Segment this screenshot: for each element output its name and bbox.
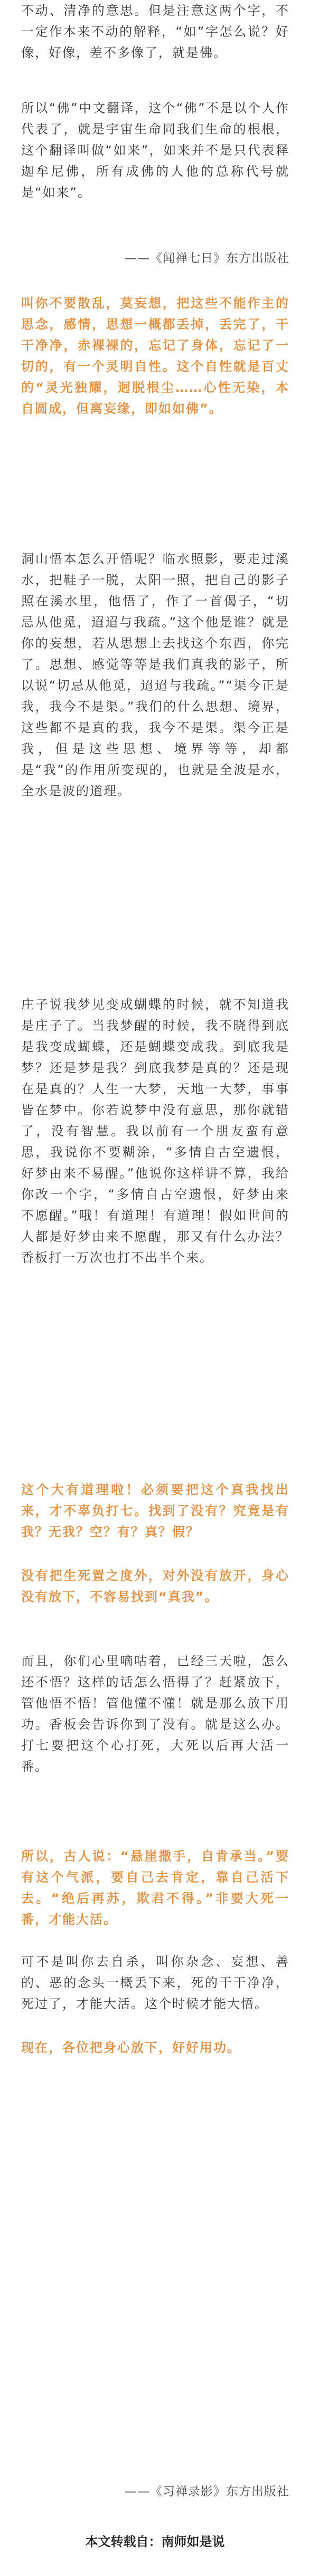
paragraph-4: 庄子说我梦见变成蝴蝶的时候，就不知道我是庄子了。当我梦醒的时候，我不晓得到底是我变成蝴蝶，还是蝴蝶变成我。到底我是梦？还是梦是我？到底我梦是真的？还是现在是真的？人生一大梦，天地一大梦，事事皆在梦中。你若说梦中没有意思，那你就错了，没有智慧。我以前有一个朋友蛮有意思，我说你不要糊涂，“多情自古空遗恨，好梦由来不易醒。”他说你这样讲不算，我给你改一个字，“多情自古空遗恨，好梦由来不愿醒。”哦！有道理！有道理！假如世间的人都是好梦由来不愿醒，那又有什么办法？香板打一万次也打不出半个来。 [21,997,289,1265]
paragraph-6: 可不是叫你去自杀，叫你杂念、妄想、善的、恶的念头一概丢下来，死的干干净净，死过了，才能大活。这个时候才能大悟。 [21,1954,289,2011]
highlight-paragraph-3b: 现在，各位把身心放下，好好用功。 [21,2040,241,2055]
paragraph-1: 不动、清净的意思。但是注意这两个字，不一定作本来不动的解释，“如”字怎么说？好像，好像，差不多像了，就是佛。 [21,3,289,60]
repost-source: 本文转载自：南师如是说 [85,2534,225,2549]
source-credit-1: ——《闻禅七日》东方出版社 [125,252,289,265]
paragraph-5: 而且，你们心里嘀咕着，已经三天啦，怎么还不悟？这样的话怎么悟得了？赶紧放下，管他悟不悟！管他懂不懂！就是那么放下用功。香板会告诉你到了没有。就是这么办。打七要把这个心打死，大死以后再大活一番。 [21,1654,289,1774]
source-credit-2: ——《习禅录影》东方出版社 [125,2485,289,2498]
highlight-paragraph-3a: 所以，古人说：“悬崖撒手，自肯承当。”要有这个气派，要自己去肯定，靠自己活下去。“绝后再苏，欺君不得。”非要大死一番，才能大活。 [21,1849,289,1927]
paragraph-2: 所以“佛”中文翻译，这个“佛”不是以个人作代表了，就是宇宙生命同我们生命的根根，这个翻译叫做“如来”，如来并不是只代表释迦牟尼佛，所有成佛的人他的总称代号就是“如来”。 [21,101,289,200]
highlight-paragraph-1: 叫你不要散乱，莫妄想，把这些不能作主的思念，感情，思想一概都丢掉，丢完了，干干净净，赤裸裸的，忘记了身体，忘记了一切的，有一个灵明自性。这个自性就是百丈的“灵光独耀，迥脱根尘……心性无染，本自圆成，但离妄缘，即如如佛”。 [21,296,289,416]
highlight-paragraph-2b: 没有把生死置之度外，对外没有放开，身心没有放下，不容易找到“真我”。 [21,1568,289,1604]
highlight-paragraph-2a: 这个大有道理啦！必须要把这个真我找出来，才不辜负打七。找到了没有？究竟是有我？无我？空？有？真？假？ [21,1482,289,1539]
paragraph-3: 洞山悟本怎么开悟呢？临水照影，要走过溪水，把鞋子一脱，太阳一照，把自己的影子照在溪水里，他悟了，作了一首偈子，“切忌从他觅，迢迢与我疏。”这个他是谁？就是你的妄想，若从思想上去找这个东西，你完了。思想、感觉等等是我们真我的影子，所以说“切忌从他觅，迢迢与我疏。”“渠今正是我，我今不是渠。”我们的什么思想、境界，这些都不是真的我，我今不是渠。渠今正是我，但是这些思想、境界等等，却都是“我”的作用所变现的，也就是全波是水，全水是波的道理。 [21,552,289,798]
